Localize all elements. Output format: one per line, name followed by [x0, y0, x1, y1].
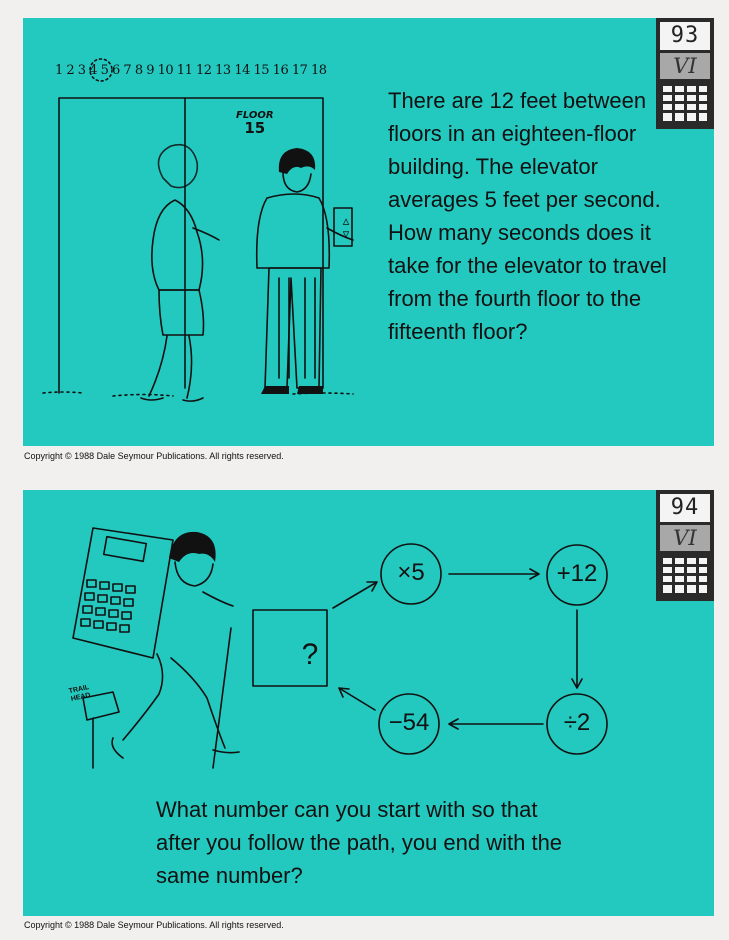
- step-label-subtract: −54: [388, 709, 430, 736]
- current-floor-marker: [86, 55, 116, 85]
- arrow-to-multiply: [333, 582, 377, 608]
- step-label-add: +12: [556, 560, 598, 587]
- trail-head-sign: TRAIL HEAD: [68, 684, 92, 703]
- step-label-divide: ÷2: [563, 709, 591, 736]
- arrow-to-divide: [572, 610, 582, 688]
- floor-sign-value: 15: [244, 119, 266, 137]
- calculator-keypad-icon: [660, 555, 710, 597]
- grade-level: VI: [660, 525, 710, 551]
- card-number: 93: [660, 22, 710, 50]
- card-number: 94: [660, 494, 710, 522]
- question-text: What number can you start with so that after you follow the path, you end with the same number?: [156, 797, 563, 888]
- grade-level: VI: [660, 53, 710, 79]
- copyright-notice: Copyright © 1988 Dale Seymour Publications. All rights reserved.: [24, 451, 284, 461]
- floor-sign: [236, 110, 274, 136]
- step-label-multiply: ×5: [397, 559, 425, 586]
- down-arrow-icon: ▿: [342, 226, 350, 241]
- arrow-to-add: [449, 569, 539, 579]
- elevator-illustration: [43, 88, 343, 418]
- problem-card-94: [23, 490, 714, 916]
- hiker-with-calculator-illustration: [53, 518, 243, 788]
- question-text: There are 12 feet between floors in an eighteen-floor building. The elevator averages 5 feet per second. How many seconds does it take for the elevator to travel from the fourth floor to the fifteenth floor?: [388, 88, 667, 344]
- arrow-to-subtract: [449, 719, 543, 729]
- problem-card-93: [23, 18, 714, 446]
- start-box-label: ?: [301, 638, 319, 671]
- arrow-to-start: [339, 688, 375, 710]
- floor-number-strip: 1 2 3 4 5 6 7 8 9 10 11 12 13 14 15 16 17 18: [55, 63, 327, 78]
- floor-sign-label: FLOOR: [236, 110, 274, 121]
- up-arrow-icon: ▵: [342, 213, 350, 228]
- elevator-call-buttons: [338, 214, 354, 240]
- card-badge: [656, 490, 714, 601]
- copyright-notice: Copyright © 1988 Dale Seymour Publications. All rights reserved.: [24, 920, 284, 930]
